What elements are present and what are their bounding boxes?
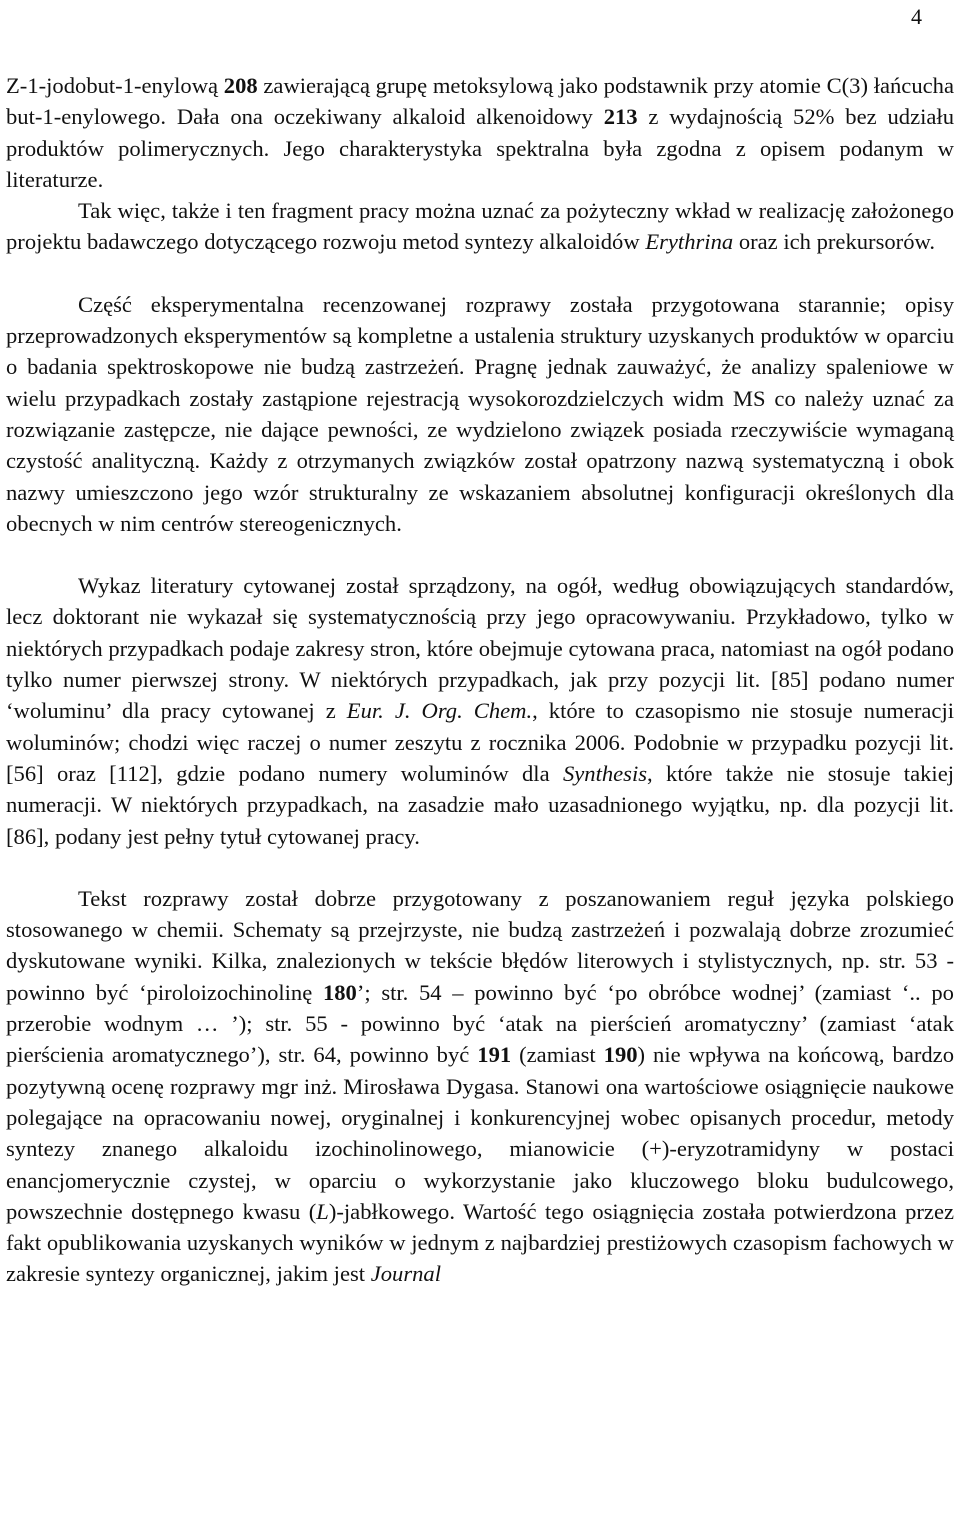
compound-190: 190 xyxy=(603,1042,638,1068)
p2-text-2: oraz ich prekursorów. xyxy=(733,229,935,255)
p4-text-2: , które to czasopismo nie stosuje numeracji woluminów; chodzi więc raczej o numer zeszytu z rocznika 2006. Podobnie w przypadku pozycji lit. [56] oraz [112], gdzie podano numery woluminów dla xyxy=(6,698,954,786)
paragraph-2 xyxy=(6,195,954,258)
p1-text-3: z wydajnością 52% bez udziału produktów polimerycznych. Jego charakterystyka spektralna była zgodna z opisem podanym w literaturze. xyxy=(6,104,954,192)
p1-text-2: zawierającą grupę metoksylową jako podstawnik przy atomie C(3) łańcucha but-1-enylowego. Dała ona oczekiwany alkaloid alkenoidowy xyxy=(6,73,954,130)
compound-191: 191 xyxy=(477,1042,512,1068)
paragraph-5 xyxy=(6,883,954,1290)
p5-text-2: ’; str. 54 – powinno być ‘po obróbce wodnej’ (zamiast ‘.. po przerobie wodnym … ’); str. 55 - powinno być ‘atak na pierścień aromatyczny’ (zamiast ‘atak pierścienia aromatycznego’), str. 64, powinno być xyxy=(6,979,954,1068)
compound-180: 180 xyxy=(322,979,357,1005)
document-body xyxy=(6,70,954,1290)
journal-synthesis: Synthesis xyxy=(562,760,648,786)
p5-text-4: ) nie wpływa na końcową, bardzo pozytywną ocenę rozprawy mgr inż. Mirosława Dygasa. Stanowi ona wartościowe osiągnięcie naukowe polegające na opracowaniu nowej, oryginalnej i konkurencyjnej wobec opisanych procedur, metody syntezy znanego alkaloidu izochinolinowego, mianowicie (+)-eryzotramidyny w postaci enancjomerycznie czystej, w oparciu o wykorzystanie jako kluczowego bloku budulcowego, powszechnie dostępnego kwasu ( xyxy=(6,1042,955,1224)
p1-text-1: Z-1-jodobut-1-enylową xyxy=(6,73,224,98)
page-number: 4 xyxy=(911,4,922,29)
paragraph-4 xyxy=(6,570,954,852)
configuration-l: L xyxy=(316,1198,329,1224)
p3-text: Część eksperymentalna recenzowanej rozprawy została przygotowana starannie; opisy przeprowadzonych eksperymentów są kompletne a ustalenia struktury uzyskanych produktów w oparciu o badania spektroskopowe nie budzą zastrzeżeń. Pragnę jednak zauważyć, że analizy spaleniowe w wielu przypadkach zostały zastąpione rejestracją wysokorozdzielczych widm MS co należy uznać za rozwiązanie zastępcze, nie dające pewności, ze wydzielono związek posiada rzeczywiście wymaganą czystość analityczną. Każdy z otrzymanych związków został opatrzony nazwą systematyczną i obok nazwy umieszczono jego wzór strukturalny ze wskazaniem absolutnej konfiguracji określonych dla obecnych w nim centrów stereogenicznych. xyxy=(6,291,954,536)
p4-text-3: , które także nie stosuje takiej numeracji. W niektórych przypadkach, na zasadzie mało uzasadnionego wyjątku, np. dla pozycji lit. [86], podany jest pełny tytuł cytowanej pracy. xyxy=(6,760,954,849)
p5-text-1: Tekst rozprawy został dobrze przygotowany z poszanowaniem reguł języka polskiego stosowanego w chemii. Schematy są przejrzyste, nie budzą zastrzeżeń i pozwalają dobrze zrozumieć dyskutowane wyniki. Kilka, znalezionych w tekście błędów literowych i stylistycznych, np. str. 53 - powinno być ‘piroloizochinolinę xyxy=(6,885,954,1005)
p5-text-5: )-jabłkowego. Wartość tego osiągnięcia została potwierdzona przez fakt opublikowania uzyskanych wyników w jednym z najbardziej prestiżowych czasopism fachowych w zakresie syntezy organicznej, jakim jest xyxy=(6,1198,954,1287)
p5-text-3: (zamiast xyxy=(511,1042,604,1068)
compound-208: 208 xyxy=(223,73,258,98)
paragraph-1 xyxy=(6,70,954,195)
journal-eur-j-org-chem: Eur. J. Org. Chem. xyxy=(346,698,533,724)
paragraph-3 xyxy=(6,289,954,539)
p4-text-1: Wykaz literatury cytowanej został sprządzony, na ogół, według obowiązujących standardów, lecz doktorant nie wykazał się systematycznością przy jego opracowywaniu. Przykładowo, tylko w niektórych przypadkach podaje zakresy stron, które obejmuje cytowana praca, natomiast na ogół podano tylko numer pierwszej strony. W niektórych przypadkach, jak przy pozycji lit. [85] podano numer ‘woluminu’ dla pracy cytowanej z xyxy=(6,573,954,724)
journal-name-start: Journal xyxy=(370,1261,442,1287)
p2-text-1: Tak więc, także i ten fragment pracy można uznać za pożyteczny wkład w realizację założonego projektu badawczego dotyczącego rozwoju metod syntezy alkaloidów xyxy=(6,198,954,255)
compound-213: 213 xyxy=(603,104,638,130)
genus-erythrina: Erythrina xyxy=(645,229,734,255)
